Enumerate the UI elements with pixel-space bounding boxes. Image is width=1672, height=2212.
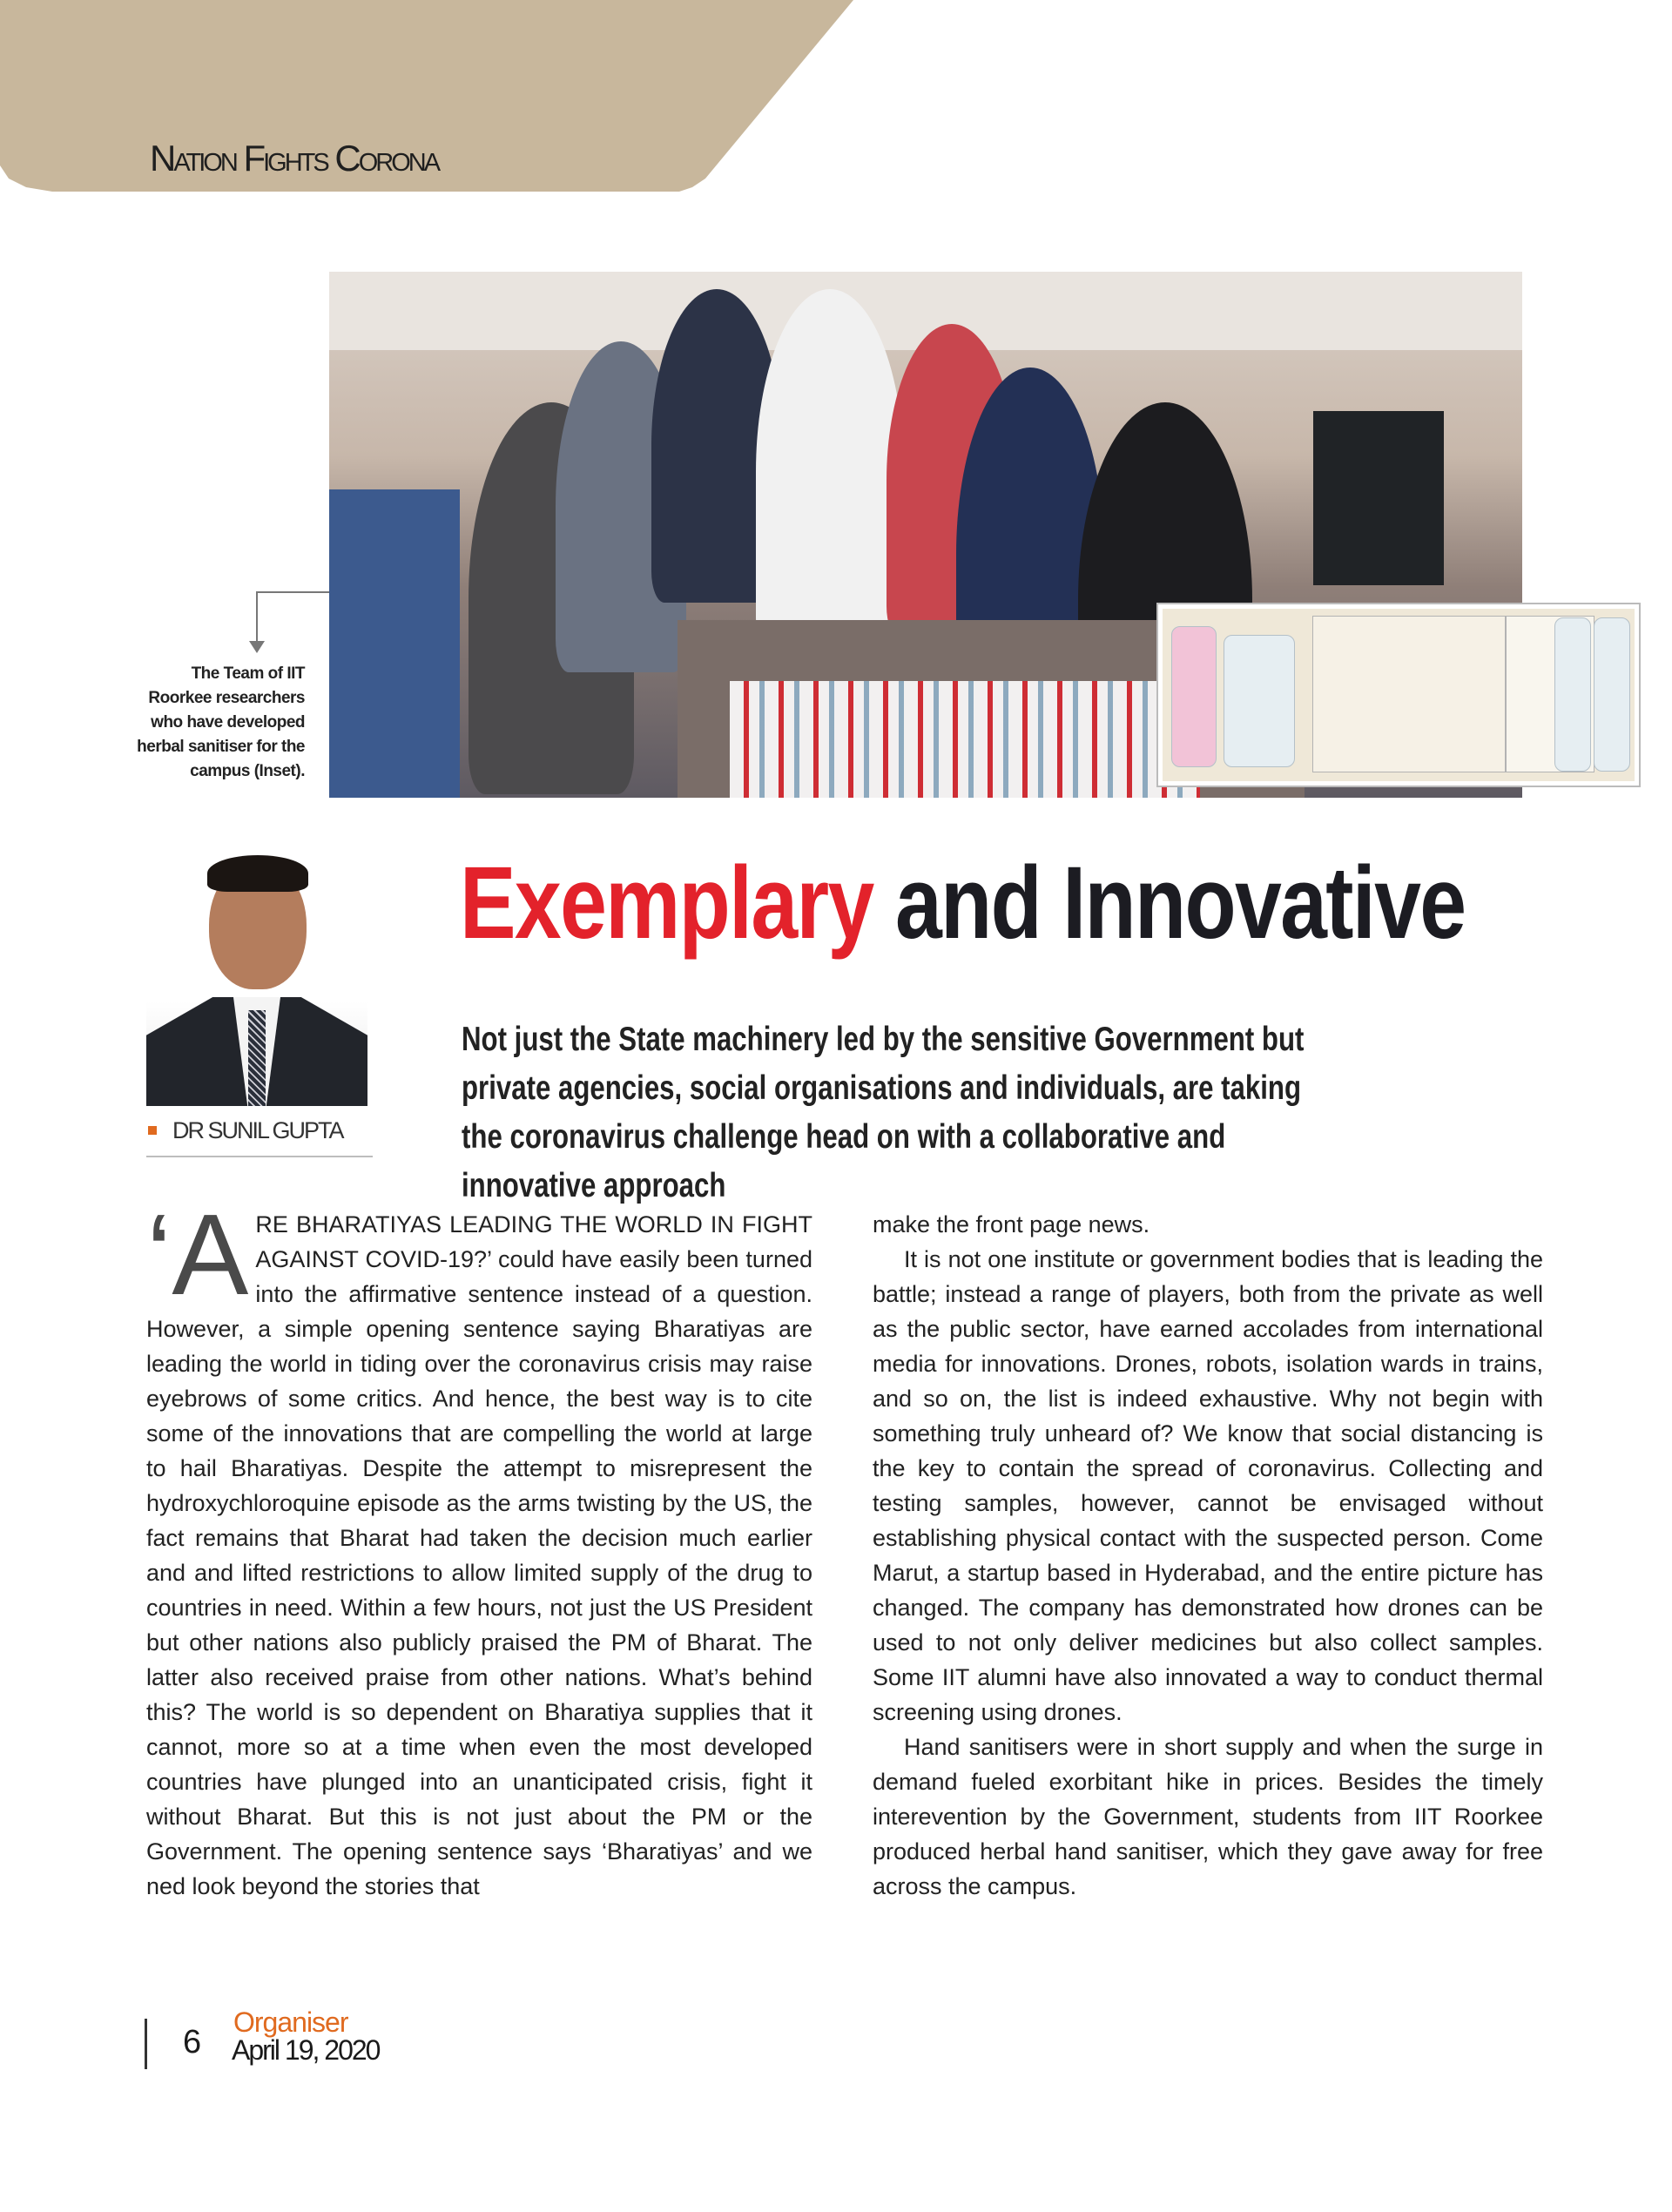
headline-highlight: Exemplary	[460, 846, 873, 961]
page-number: 6	[183, 2024, 202, 2060]
sanitiser-inset-photo	[1158, 604, 1639, 786]
body-paragraph	[146, 1190, 812, 1904]
paragraph-text: RE BHARATIYAS LEADING THE WORLD IN FIGHT AGAINST COVID-19?’ could have easily been turned into the affirmative sentence instead of a question. However, a simple opening sentence saying Bharatiyas are leading the world in tiding over the coronavirus crisis may raise eyebrows of some critics. And hence, the best way is to cite some of the innovations that are compelling the world at large to hail Bharatiyas. Despite the attempt to misrepresent the hydroxychloroquine episode as the arms twisting by the US, the fact remains that Bharat had taken the decision much earlier and and lifted restrictions to allow limited supply of the drug to countries in need. Within a few hours, not just the US President but other nations also publicly praised the PM of Bharat. The latter also received praise from other nations. What’s behind this? The world is so dependent on Bharatiya supplies that it cannot, more so at a time when even the most developed countries have plunged into an unanticipated crisis, fight it without Bharat. But this is not just about the PM or the Government. The opening sentence says ‘Bharatiyas’ and we ned look beyond the stories that	[146, 1211, 812, 1899]
headline-rest: and Innovative	[873, 846, 1466, 961]
body-column-left	[146, 1190, 812, 1904]
caption-pointer-stem	[256, 591, 258, 644]
body-paragraph: make the front page news.	[873, 1211, 1150, 1238]
footer-divider	[145, 2019, 147, 2069]
byline-square-icon	[148, 1126, 157, 1135]
caption-pointer-line	[256, 591, 329, 593]
issue-date: April 19, 2020	[232, 2034, 380, 2066]
body-paragraph: It is not one institute or government bodies that is leading the battle; instead a range of players, both from the private as well as the public sector, have earned accolades from international media for innovations. Drones, robots, isolation wards in trains, and so on, the list is indeed exhaustive. Why not begin with something truly unheard of? We know that social distancing is the key to contain the spread of coronavirus. Collecting and testing samples, however, cannot be envisaged without establishing physical contact with the suspected person. Come Marut, a startup based in Hyderabad, and the entire picture has changed. The company has demonstrated how drones can be used to not only deliver medicines but also collect samples. Some IIT alumni have also innovated a way to conduct thermal screening using drones.	[873, 1246, 1543, 1725]
author-portrait	[146, 845, 367, 1106]
author-byline	[146, 1117, 373, 1157]
caption-arrow-icon	[249, 641, 265, 653]
section-label: Nation Fights Corona	[150, 138, 439, 179]
body-column-right	[873, 1207, 1543, 1904]
drop-cap: ‘A	[146, 1190, 249, 1318]
photo-caption: The Team of IIT Roorkee researchers who have developed herbal sanitiser for the campus (Inset).	[137, 664, 305, 780]
article-standfirst: Not just the State machinery led by the sensitive Government but private agencies, social organisations and individuals, are taking the coronavirus challenge head on with a collaborative and innovative approach	[462, 1021, 1305, 1204]
author-name: DR SUNIL GUPTA	[172, 1117, 343, 1143]
magazine-name: Organiser	[233, 2006, 348, 2038]
body-paragraph: Hand sanitisers were in short supply and when the surge in demand fueled exorbitant hike in prices. Besides the timely interevention by the Government, students from IIT Roorkee produced herbal hand sanitiser, which they gave away for free across the campus.	[873, 1734, 1543, 1899]
article-headline	[460, 846, 1465, 960]
